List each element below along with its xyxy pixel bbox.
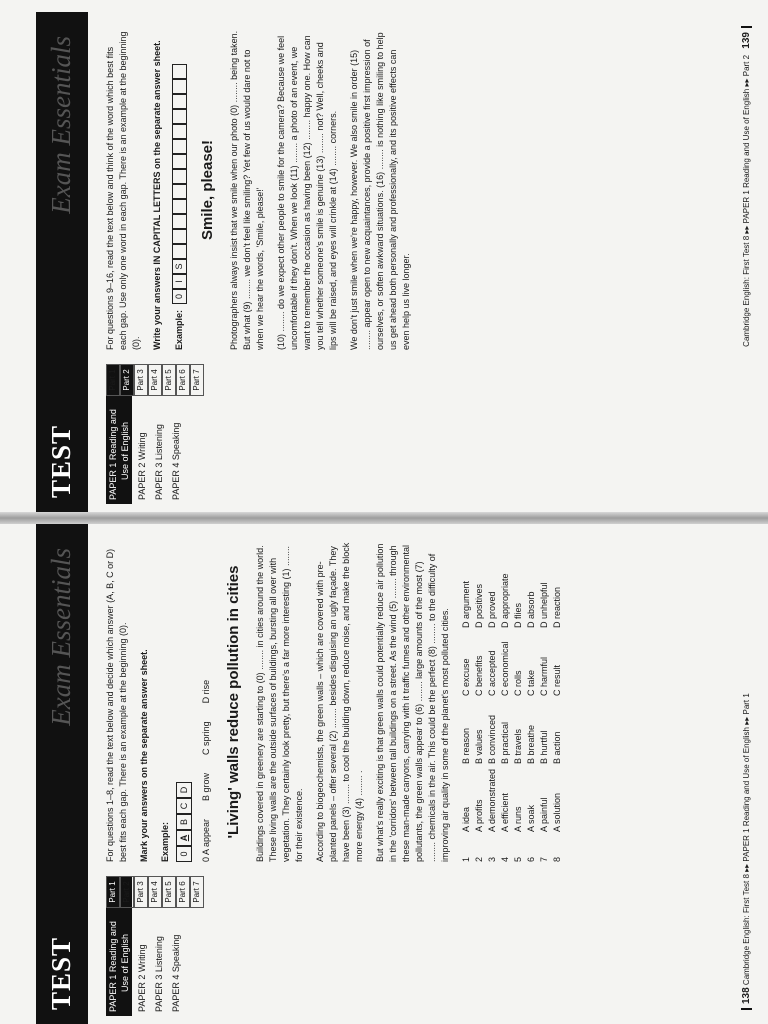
paper1-label: PAPER 1 Reading and Use of English <box>106 876 132 1016</box>
part-6: Part 6 <box>176 364 190 396</box>
letter-box <box>172 109 187 124</box>
paper4-label: PAPER 4 Speaking <box>171 934 181 1012</box>
letter-box <box>172 244 187 259</box>
example-box: B <box>176 814 192 830</box>
article-paragraph: Photographers always insist that we smile when our photo (0) ........ being taken. But what (9) ........ we don't feel like smiling? Yet few of us would dare not to when we hear the words, 'Smile, please!' <box>229 30 265 350</box>
part-5: Part 5 <box>162 876 176 908</box>
example-label: Example: <box>160 821 170 862</box>
part-1: Part 1 <box>106 876 120 908</box>
example-row <box>172 30 187 350</box>
letter-box: 0 <box>172 289 187 304</box>
letter-box <box>172 214 187 229</box>
parts-column <box>106 876 204 908</box>
letter-box <box>172 169 187 184</box>
article-paragraph: According to biogeochemists, the green walls – which are covered with pre-planted panels – offer several (2) ........ besides disguising an ugly façade. They have been (3) ........ to cool the building down, reduce noise, and make the block more energy (4) ........ . <box>315 542 364 862</box>
right-header-bar <box>36 12 88 512</box>
part-7: Part 7 <box>190 364 204 396</box>
example-label: Example: <box>174 309 184 350</box>
page-number: 139 <box>741 26 752 53</box>
write-instructions: Write your answers IN CAPITAL LETTERS on the separate answer sheet. <box>152 40 162 350</box>
left-paper-nav <box>106 876 201 1016</box>
parts-column <box>106 364 204 396</box>
left-header-bar <box>36 524 88 1024</box>
letter-box <box>172 79 187 94</box>
option-row: 3 A demonstrated B convinced C accepted D proved <box>487 591 497 862</box>
option-row: 5 A runs B travels C rolls D flies <box>513 602 523 862</box>
paper3-label: PAPER 3 Listening <box>154 936 164 1012</box>
test-heading: TEST <box>46 936 76 1010</box>
example-box: 0 <box>176 846 192 862</box>
paper2-label: PAPER 2 Writing <box>137 432 147 500</box>
paper3-label: PAPER 3 Listening <box>154 424 164 500</box>
right-content <box>104 30 421 350</box>
option-row: 8 A solution B action C result D reaction <box>552 586 562 862</box>
part-2: Part 2 <box>120 364 134 396</box>
example-box: D <box>176 782 192 798</box>
paper1-label: PAPER 1 Reading and Use of English <box>106 364 132 504</box>
example-box: A <box>176 830 192 846</box>
instructions: For questions 9–16, read the text below and think of the word which best fits each gap. Use only one word in each gap. There is an example at the beginning (0). <box>105 31 141 350</box>
mark-instructions: Mark your answers on the separate answer sheet. <box>139 649 149 862</box>
example-options: 0 A appear B grow C spring D rise <box>201 679 211 862</box>
part-2: Part 2 <box>120 876 134 908</box>
right-paper-nav <box>106 364 201 504</box>
example-letter-boxes <box>172 64 187 304</box>
option-row: 6 A soak B breathe C take D absorb <box>526 591 536 862</box>
article-paragraph: We don't just smile when we're happy, however. We also smile in order (15) ........ appear open to new acquaintances, provide a positive first impression of ourselves, or soften awkward situations. (16) ........ is nothing like smiling to help us get ahead both personally and professionally, and its positive effects can even help us live longer. <box>349 32 411 350</box>
part-6: Part 6 <box>176 876 190 908</box>
right-page <box>0 12 768 512</box>
part-3: Part 3 <box>134 876 148 908</box>
example-box: C <box>176 798 192 814</box>
answer-options <box>460 542 564 862</box>
letter-box <box>172 154 187 169</box>
letter-box: S <box>172 259 187 274</box>
option-row: 1 A idea B reason C excuse D argument <box>461 580 471 862</box>
letter-box <box>172 229 187 244</box>
part-1: Part 1 <box>106 364 120 396</box>
letter-box <box>172 139 187 154</box>
part-4: Part 4 <box>148 876 162 908</box>
part-7: Part 7 <box>190 876 204 908</box>
paper4-label: PAPER 4 Speaking <box>171 422 181 500</box>
book-gutter <box>0 512 768 524</box>
left-footer <box>741 538 752 1010</box>
letter-box <box>172 64 187 79</box>
letter-box: I <box>172 274 187 289</box>
option-row: 7 A painful B hurtful C harmful D unhelpful <box>539 582 549 862</box>
letter-box <box>172 94 187 109</box>
article-paragraph: But what's really exciting is that green walls could potentially reduce air pollution in the 'corridors' between tall buildings on a street. As the wind (5) ........ through these man-made canyons, carrying with it traffic fumes and other environmental pollutants, the green walls appear to (6) ........ large amounts of the most (7) ........ chemicals in the air. This could be the perfect (8) ........ to the difficulty of improving air quality in some of the planet's most polluted cities. <box>375 543 450 862</box>
page-number: 138 <box>741 987 752 1010</box>
part-4: Part 4 <box>148 364 162 396</box>
option-row: 4 A efficient B practical C economical D appropriate <box>500 573 510 862</box>
part-5: Part 5 <box>162 364 176 396</box>
paper2-label: PAPER 2 Writing <box>137 944 147 1012</box>
article-paragraph: Buildings covered in greenery are starting to (0) ........ in cities around the world. These living walls are the outside surfaces of buildings, bursting all over with vegetation. They certainly look pretty, but there's a far more interesting (1) ........ for their existence. <box>255 545 304 862</box>
instructions: For questions 1–8, read the text below and decide which answer (A, B, C or D) best fits each gap. There is an example at the beginning (0). <box>105 548 128 862</box>
left-page <box>0 524 768 1024</box>
letter-box <box>172 184 187 199</box>
part-3: Part 3 <box>134 364 148 396</box>
article-title: Smile, please! <box>199 139 216 241</box>
left-content <box>104 542 564 862</box>
brand-logo: Exam Essentials <box>46 548 76 726</box>
letter-box <box>172 124 187 139</box>
footer-text: Cambridge English: First Test 8 ▸▸ PAPER 1 Reading and Use of English ▸▸ Part 2 <box>742 54 751 347</box>
example-answer-boxes <box>176 542 192 862</box>
option-row: 2 A profits B values C benefits D positives <box>474 583 484 862</box>
article-title: 'Living' walls reduce pollution in cities <box>225 565 242 839</box>
letter-box <box>172 199 187 214</box>
article-paragraph: (10) ........ do we expect other people to smile for the camera? Because we feel uncomfortable if they don't. When we look (11) ........ a photo of an event, we want to remember the occasion as having been (12) ........ happy one. How can you tell whether someone's smile is genuine (13) ........ not? Well, cheeks and lips will be raised, and eyes will crinkle at (14) ........ corners. <box>276 35 338 350</box>
right-footer <box>741 26 752 498</box>
footer-text: Cambridge English: First Test 8 ▸▸ PAPER 1 Reading and Use of English ▸▸ Part 1 <box>742 693 751 986</box>
test-heading: TEST <box>46 424 76 498</box>
brand-logo: Exam Essentials <box>46 36 76 214</box>
